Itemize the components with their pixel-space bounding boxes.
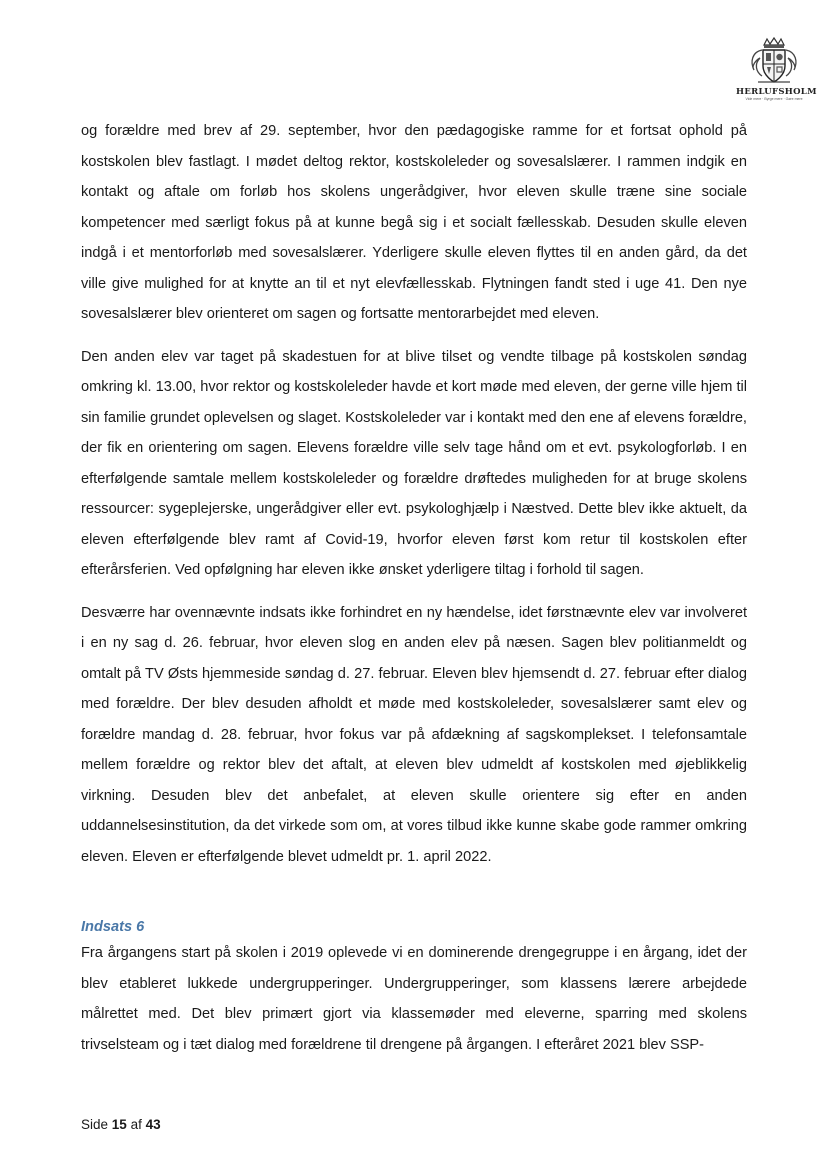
coat-of-arms-icon <box>748 36 800 86</box>
body-paragraph: Desværre har ovennævnte indsats ikke forhindret en ny hændelse, idet førstnævnte elev var involveret i en ny sag d. 26. februar, hvor eleven slog en anden elev på næsen. Sagen blev politianmeldt og omtalt på TV Østs hjemmeside søndag d. 27. februar. Eleven blev hjemsendt d. 27. februar efter dialog med forældre. Der blev desuden afholdt et møde med kostskoleleder, sovesalslærer samt elev og forældre mandag d. 28. februar, hvor fokus var på afdækning af sagskomplekset. I telefonsamtale mellem forældre og rektor blev det aftalt, at eleven blev udmeldt af kostskolen med øjeblikkelig virkning. Desuden blev det anbefalet, at eleven skulle orientere sig efter en anden uddannelsesinstitution, da det virkede som om, at vores tilbud ikke kunne skabe gode rammer omkring eleven. Eleven er efterfølgende blevet udmeldt pr. 1. april 2022. <box>81 604 747 865</box>
footer-of-label: af <box>130 1117 142 1132</box>
logo-tagline: Vide mere · Byrge mere · Gøre mere <box>745 97 803 101</box>
footer-page-current: 15 <box>111 1117 127 1132</box>
footer-page-total: 43 <box>145 1117 161 1132</box>
page-footer <box>81 1117 161 1132</box>
logo-wordmark: HERLUFSHOLM <box>736 87 817 97</box>
body-paragraph: Den anden elev var taget på skadestuen for at blive tilset og vendte tilbage på kostskolen søndag omkring kl. 13.00, hvor rektor og kostskoleleder havde et kort møde med eleven, der gerne ville hjem til sin familie grundet oplevelsen og slaget. Kostskoleleder var i kontakt med den ene af elevens forældre, der fik en orientering om sagen. Elevens forældre ville selv tage hånd om et evt. psykologforløb. I en efterfølgende samtale mellem kostskoleleder og forældre drøftedes muligheden for at bruge skolens ressourcer: sygeplejerske, ungerådgiver eller evt. psykologhjælp i Næstved. Dette blev ikke aktuelt, da eleven efterfølgende blev ramt af Covid-19, hvorfor eleven først kom retur til kostskolen efter efterårsferien. Ved opfølgning har eleven ikke ønsket yderligere tiltag i forhold til sagen. <box>81 348 747 578</box>
herlufsholm-logo <box>736 36 817 110</box>
document-body <box>81 116 747 1060</box>
body-paragraph: og forældre med brev af 29. september, hvor den pædagogiske ramme for et fortsat ophold på kostskolen blev fastlagt. I mødet deltog rektor, kostskoleleder og sovesalslærer. I rammen indgik en kontakt og aftale om forløb hos skolens ungerådgiver, hvor eleven skulle træne sine sociale kompetencer med særligt fokus på at kunne begå sig i et socialt fællesskab. Desuden skulle eleven indgå i et mentorforløb med sovesalslærer. Yderligere skulle eleven flyttes til en anden gård, da det ville give mulighed for at knytte an til et nyt elevfællesskab. Flytningen fandt sted i uge 41. Den nye sovesalslærer blev orienteret om sagen og fortsatte mentorarbejdet med eleven. <box>81 123 747 322</box>
footer-side-label: Side <box>81 1117 109 1132</box>
body-paragraph: Fra årgangens start på skolen i 2019 oplevede vi en dominerende drengegruppe i en årgang, idet der blev etableret lukkede undergrupperinger. Undergrupperinger, som klassens lærere arbejdede målrettet med. Det blev primært gjort via klassemøder med eleverne, sparring med skolens trivselsteam og i tæt dialog med forældrene til drengene på årgangen. I efteråret 2021 blev SSP- <box>81 945 747 1053</box>
section-heading: Indsats 6 <box>81 919 145 935</box>
